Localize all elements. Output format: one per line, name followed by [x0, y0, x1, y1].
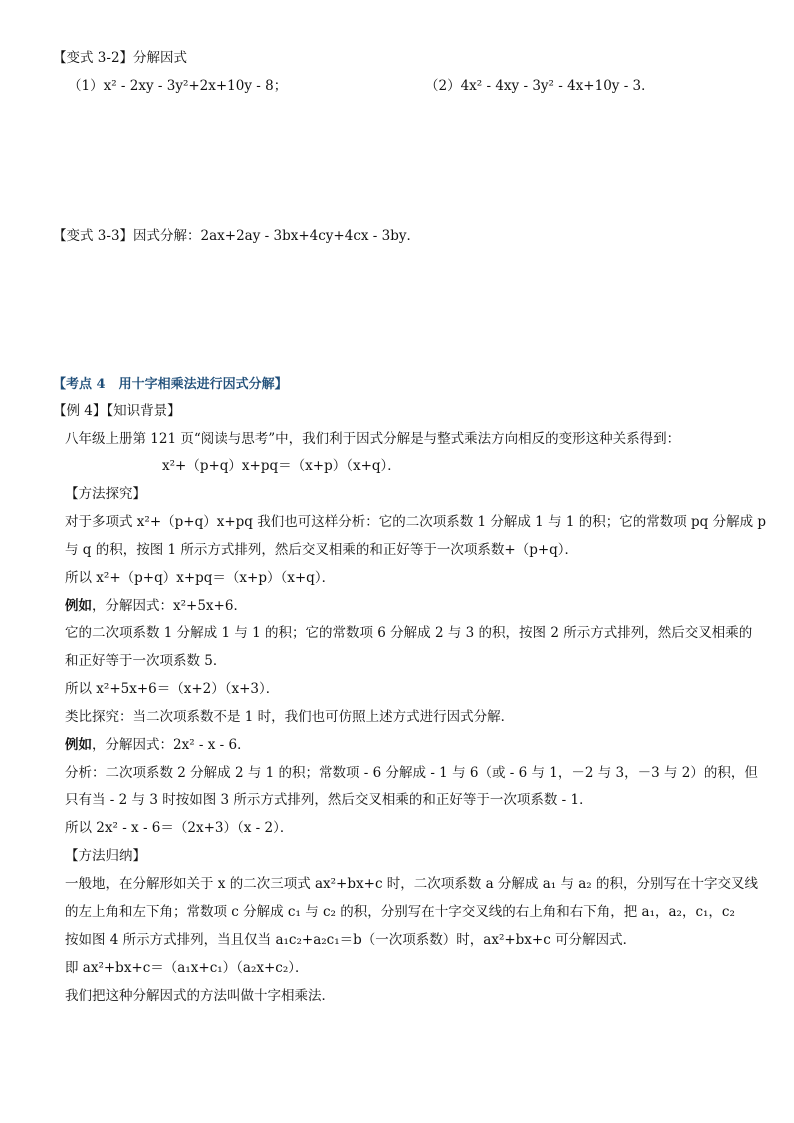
example-b-text: ，分解因式：2x² - x - 6．: [92, 737, 251, 753]
method-paragraph-line-2: 与 q 的积，按图 1 所示方式排列，然后交叉相乘的和正好等于一次项系数+（p+q）．: [65, 542, 579, 558]
question-1: （1）x² - 2xy - 3y²+2x+10y - 8；: [68, 78, 288, 94]
example-a-label: 例如: [65, 598, 92, 614]
formula: x²+（p+q）x+pq＝（x+p）（x+q）．: [162, 458, 401, 474]
variant-3-2-label: 【变式 3-2】分解因式: [53, 50, 188, 66]
summary-line-1: 一般地，在分解形如关于 x 的二次三项式 ax²+bx+c 时，二次项系数 a 分解成 a₁ 与 a₂ 的积，分别写在十字交叉线: [65, 876, 759, 892]
example-a-explain-line-1: 它的二次项系数 1 分解成 1 与 1 的积；它的常数项 6 分解成 2 与 3 的积，按图 2 所示方式排列，然后交叉相乘的: [65, 625, 753, 641]
intro-paragraph: 八年级上册第 121 页“阅读与思考”中，我们利于因式分解是与整式乘法方向相反的变形这种关系得到：: [65, 431, 681, 447]
variant-3-3: 【变式 3-3】因式分解：2ax+2ay - 3bx+4cy+4cx - 3by．: [53, 228, 421, 244]
example-a: [65, 597, 247, 615]
summary-line-4: 即 ax²+bx+c＝（a₁x+c₁）（a₂x+c₂）．: [65, 960, 309, 976]
method-paragraph-line-1: 对于多项式 x²+（p+q）x+pq 我们也可这样分析：它的二次项系数 1 分解成 1 与 1 的积；它的常数项 pq 分解成 p: [65, 514, 767, 530]
summary-heading: 【方法归纳】: [65, 848, 146, 864]
example-a-explain-line-2: 和正好等于一次项系数 5．: [65, 653, 227, 669]
example-4-label: 【例 4】【知识背景】: [53, 403, 181, 419]
analogy-paragraph: 类比探究：当二次项系数不是 1 时，我们也可仿照上述方式进行因式分解．: [65, 709, 515, 725]
example-b-result: 所以 2x² - x - 6＝（2x+3）（x - 2）．: [65, 820, 294, 836]
example-b: [65, 736, 251, 754]
question-2: （2）4x² - 4xy - 3y² - 4x+10y - 3．: [425, 78, 655, 94]
example-a-text: ，分解因式：x²+5x+6．: [92, 598, 247, 614]
summary-line-5: 我们把这种分解因式的方法叫做十字相乘法．: [65, 988, 335, 1004]
method-heading: 【方法探究】: [65, 486, 146, 502]
topic-4-heading: 【考点 4 用十字相乘法进行因式分解】: [53, 377, 288, 392]
example-b-label: 例如: [65, 737, 92, 753]
example-a-result: 所以 x²+5x+6＝（x+2）（x+3）．: [65, 681, 280, 697]
example-b-explain-line-2: 只有当 - 2 与 3 时按如图 3 所示方式排列，然后交叉相乘的和正好等于一次项系数 - 1．: [65, 792, 593, 808]
method-result: 所以 x²+（p+q）x+pq＝（x+p）（x+q）．: [65, 570, 336, 586]
summary-line-3: 按如图 4 所示方式排列，当且仅当 a₁c₂+a₂c₁＝b（一次项系数）时，ax²+bx+c 可分解因式．: [65, 932, 637, 948]
example-b-explain-line-1: 分析：二次项系数 2 分解成 2 与 1 的积；常数项 - 6 分解成 - 1 与 6（或 - 6 与 1，－2 与 3，－3 与 2）的积，但: [65, 765, 758, 781]
summary-line-2: 的左上角和左下角；常数项 c 分解成 c₁ 与 c₂ 的积，分别写在十字交叉线的右上角和右下角，把 a₁，a₂，c₁，c₂: [65, 904, 735, 920]
